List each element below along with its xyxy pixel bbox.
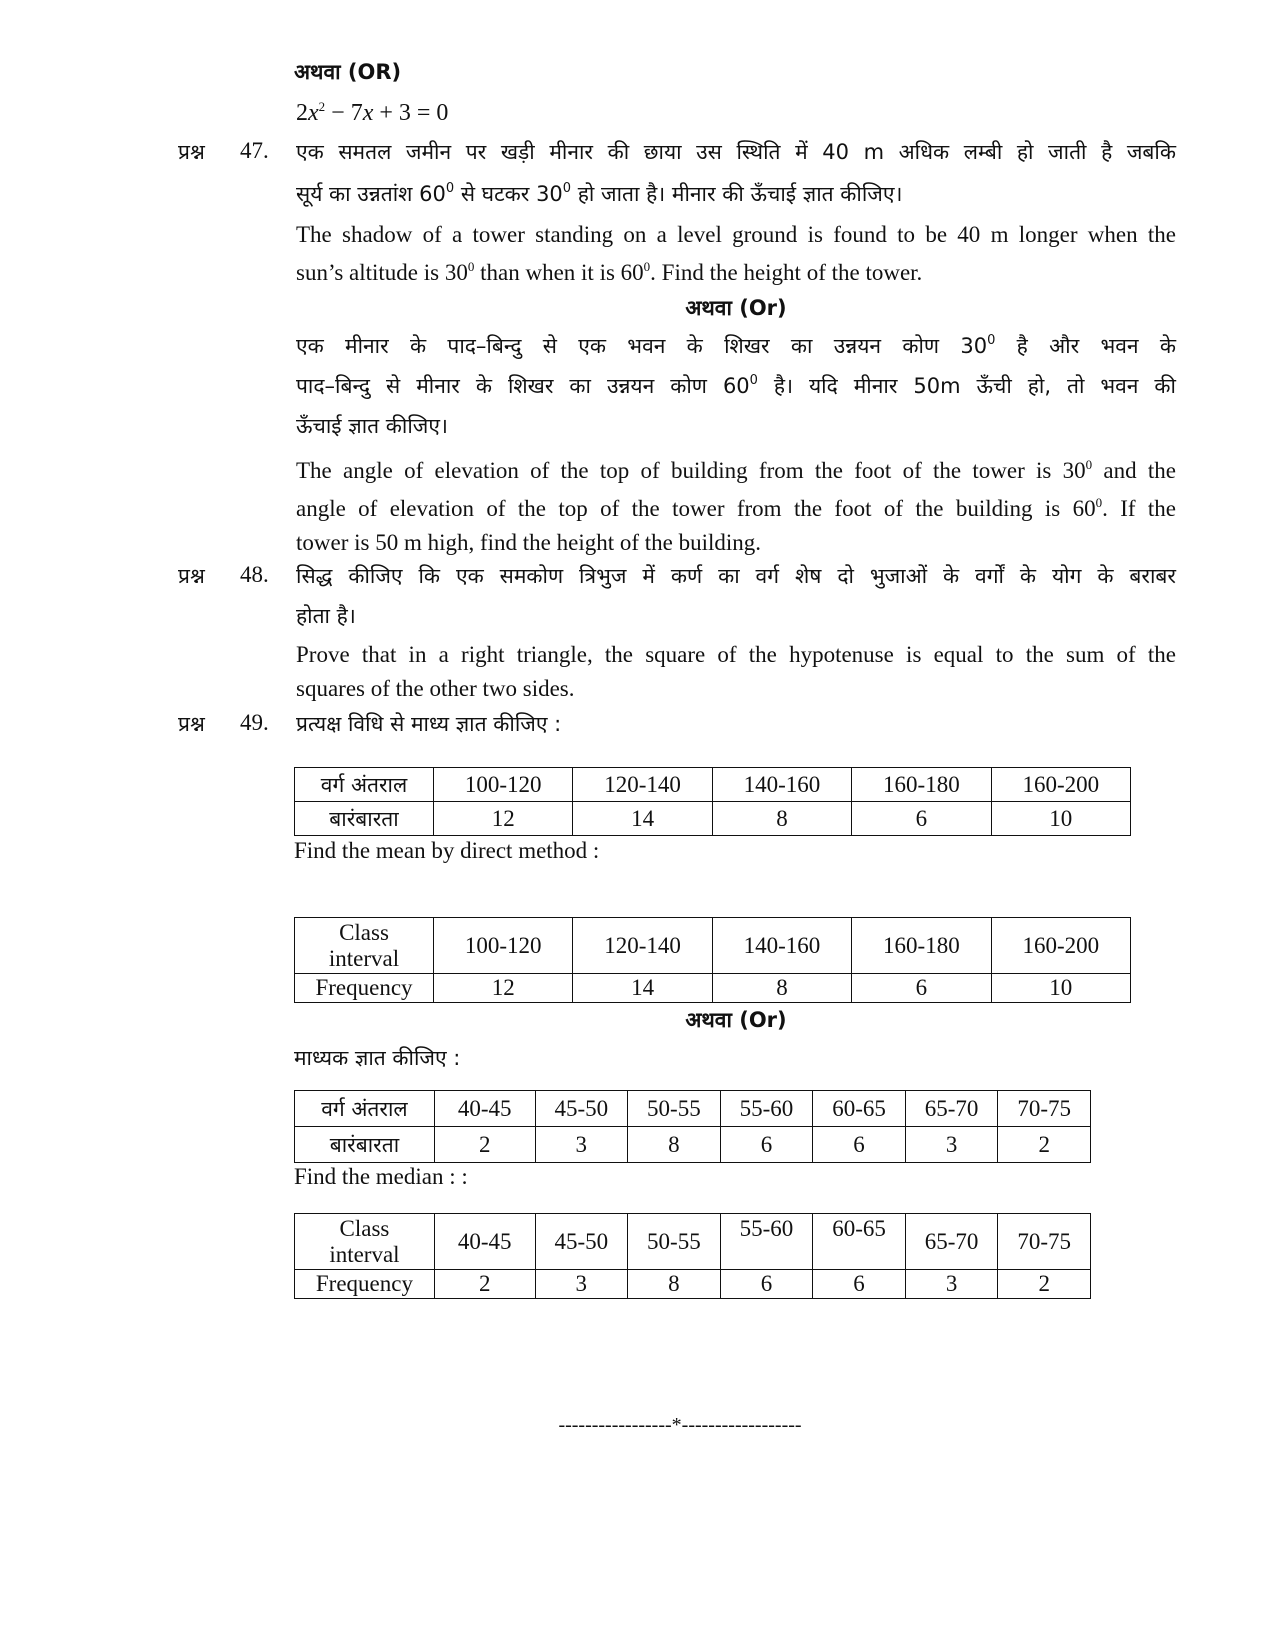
q49-hindi-prompt: प्रत्यक्ष विधि से माध्य ज्ञात कीजिए :: [296, 712, 562, 736]
table-cell: 2: [434, 1127, 535, 1163]
table-cell: 70-75: [998, 1214, 1091, 1270]
q47-alt-hindi-line2: पाद–बिन्दु से मीनार के शिखर का उन्नयन कोण $60^0$ है। यदि मीनार 50m ऊँची हो, तो भवन की: [296, 373, 1176, 398]
table-cell: 65-70: [905, 1214, 998, 1270]
q47-label: प्रश्न: [178, 140, 205, 164]
table-cell: 160-180: [852, 918, 991, 974]
median-table-hindi: [294, 1090, 1091, 1163]
table-cell: 14: [573, 802, 712, 836]
table-cell: 60-65: [813, 1214, 906, 1270]
table-cell: 10: [991, 974, 1130, 1003]
q49-label: प्रश्न: [178, 712, 205, 736]
q48-number: 48.: [240, 562, 269, 587]
class-interval-header: वर्ग अंतराल: [295, 1091, 435, 1127]
table-cell: 6: [813, 1127, 906, 1163]
mean-table-english: [294, 917, 1131, 1003]
table-cell: 40-45: [434, 1214, 535, 1270]
median-table-hindi-interval-row: [295, 1091, 1091, 1127]
table-cell: 6: [852, 802, 991, 836]
table-cell: 6: [852, 974, 991, 1003]
q47-alt-hindi-line3: ऊँचाई ज्ञात कीजिए।: [296, 414, 448, 438]
table-cell: 3: [535, 1127, 628, 1163]
q48-hindi-line1: सिद्ध कीजिए कि एक समकोण त्रिभुज में कर्ण का वर्ग शेष दो भुजाओं के वर्गों के योग के बराबर: [296, 564, 1176, 588]
mean-table-hindi-interval-row: [295, 768, 1131, 802]
or-heading-top: अथवा (OR): [294, 60, 402, 84]
q47-hindi-line1: एक समतल जमीन पर खड़ी मीनार की छाया उस स्थिति में 40 m अधिक लम्बी हो जाती है जबकि: [296, 140, 1176, 164]
table-cell: 12: [434, 802, 573, 836]
mean-table-hindi: [294, 767, 1131, 836]
frequency-header: बारंबारता: [295, 1127, 435, 1163]
quadratic-equation: $2x^2 - 7x + 3 = 0$: [296, 99, 449, 126]
mean-table-hindi-frequency-row: [295, 802, 1131, 836]
q48-english-line2: squares of the other two sides.: [296, 676, 575, 701]
table-cell: 120-140: [573, 918, 712, 974]
q49-or-heading: अथवा (Or): [685, 1008, 787, 1032]
table-cell: 14: [573, 974, 712, 1003]
median-table-english-interval-row: [295, 1214, 1091, 1270]
table-cell: 6: [720, 1127, 813, 1163]
frequency-header: Frequency: [295, 974, 434, 1003]
table-cell: 50-55: [628, 1214, 721, 1270]
table-cell: 40-45: [434, 1091, 535, 1127]
table-cell: 2: [998, 1270, 1091, 1299]
q47-alt-hindi-line1: एक मीनार के पाद–बिन्दु से एक भवन के शिखर का उन्नयन कोण $30^0$ है और भवन के: [296, 333, 1176, 358]
table-cell: 50-55: [628, 1091, 721, 1127]
class-interval-header: वर्ग अंतराल: [295, 768, 434, 802]
table-cell: 6: [720, 1270, 813, 1299]
table-cell: 8: [712, 974, 851, 1003]
q48-english-line1: Prove that in a right triangle, the square of the hypotenuse is equal to the sum of the: [296, 642, 1176, 667]
table-cell: 65-70: [905, 1091, 998, 1127]
table-cell: 8: [628, 1270, 721, 1299]
mean-table-english-frequency-row: [295, 974, 1131, 1003]
q47-english-line2: sun’s altitude is $30^0$ than when it is $60^0$. Find the height of the tower.: [296, 259, 923, 285]
table-cell: 100-120: [434, 768, 573, 802]
table-cell: 140-160: [712, 918, 851, 974]
table-cell: 3: [905, 1270, 998, 1299]
table-cell: 140-160: [712, 768, 851, 802]
table-cell: 160-200: [991, 768, 1130, 802]
table-cell: 55-60: [720, 1214, 813, 1270]
median-table-english-frequency-row: [295, 1270, 1091, 1299]
table-cell: 3: [905, 1127, 998, 1163]
q47-alt-english-line1: The angle of elevation of the top of building from the foot of the tower is $30^0$ and the: [296, 457, 1176, 483]
table-cell: 45-50: [535, 1214, 628, 1270]
q47-alt-english-line3: tower is 50 m high, find the height of the building.: [296, 530, 762, 555]
table-cell: 12: [434, 974, 573, 1003]
q47-hindi-line2: सूर्य का उन्नतांश $60^0$ से घटकर $30^0$ हो जाता है। मीनार की ऊँचाई ज्ञात कीजिए।: [296, 181, 903, 206]
q48-label: प्रश्न: [178, 564, 205, 588]
class-interval-header: Class interval: [295, 1214, 435, 1270]
median-table-hindi-frequency-row: [295, 1127, 1091, 1163]
frequency-header: Frequency: [295, 1270, 435, 1299]
median-table-english: [294, 1213, 1091, 1299]
table-cell: 8: [712, 802, 851, 836]
table-cell: 10: [991, 802, 1130, 836]
table-cell: 6: [813, 1270, 906, 1299]
table-cell: 8: [628, 1127, 721, 1163]
q47-english-line1: The shadow of a tower standing on a level ground is found to be 40 m longer when the: [296, 222, 1176, 247]
q49-number: 49.: [240, 710, 269, 735]
q48-hindi-line2: होता है।: [296, 604, 356, 628]
frequency-header: बारंबारता: [295, 802, 434, 836]
q47-number: 47.: [240, 138, 269, 163]
table-cell: 60-65: [813, 1091, 906, 1127]
table-cell: 45-50: [535, 1091, 628, 1127]
table-cell: 70-75: [998, 1091, 1091, 1127]
end-of-paper-divider: -----------------*------------------: [558, 1414, 802, 1436]
table-cell: 55-60: [720, 1091, 813, 1127]
table-cell: 160-180: [852, 768, 991, 802]
q49-english-median-prompt: Find the median : :: [294, 1164, 468, 1189]
table-cell: 100-120: [434, 918, 573, 974]
table-cell: 2: [998, 1127, 1091, 1163]
table-cell: 2: [434, 1270, 535, 1299]
q47-alt-english-line2: angle of elevation of the top of the tower from the foot of the building is $60^0$. If the: [296, 495, 1176, 521]
q49-english-prompt: Find the mean by direct method :: [294, 838, 600, 863]
table-cell: 3: [535, 1270, 628, 1299]
mean-table-english-interval-row: [295, 918, 1131, 974]
q47-or-heading: अथवा (Or): [685, 296, 787, 320]
table-cell: 120-140: [573, 768, 712, 802]
q49-hindi-median-prompt: माध्यक ज्ञात कीजिए :: [294, 1046, 461, 1070]
table-cell: 160-200: [991, 918, 1130, 974]
class-interval-header: Class interval: [295, 918, 434, 974]
